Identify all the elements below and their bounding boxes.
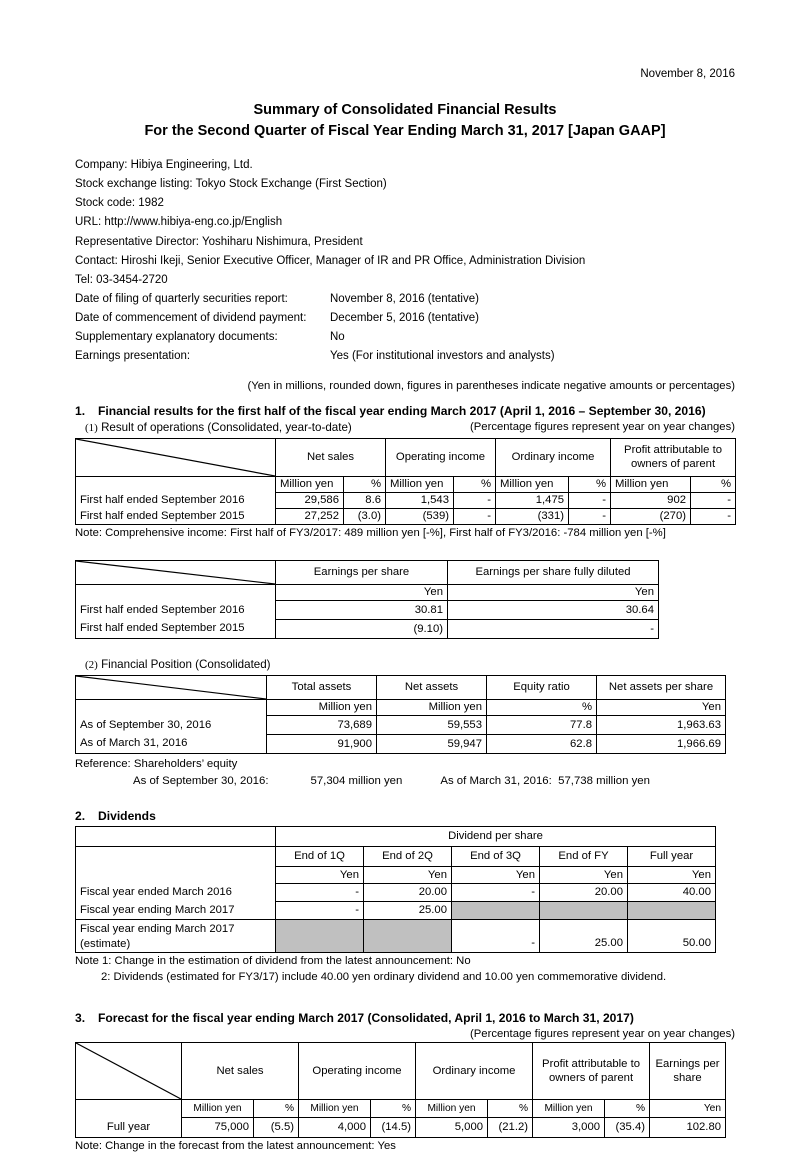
financial-position-table xyxy=(75,675,726,754)
unit-net-sales-pct: % xyxy=(344,477,386,493)
cell-ordinary-pct-2015: - xyxy=(569,509,611,525)
table-row xyxy=(76,509,736,525)
cell-div-3q-fy2016: - xyxy=(452,884,540,902)
reference-mar-label: As of March 31, 2016: xyxy=(440,775,552,788)
filing-date-value: November 8, 2016 (tentative) xyxy=(330,292,479,305)
col-header-equity-ratio: Equity ratio xyxy=(487,676,597,700)
cell-total-assets-mar2016: 91,900 xyxy=(267,735,377,754)
cell-eps-2016: 30.81 xyxy=(276,601,448,620)
cell-div-full-fy2016: 40.00 xyxy=(628,884,716,902)
col-header-total-assets: Total assets xyxy=(267,676,377,700)
table-row xyxy=(76,920,716,953)
telephone-line: Tel: 03-3454-2720 xyxy=(75,273,168,286)
document-content xyxy=(75,68,735,1154)
cell-forecast-profit: 3,000 xyxy=(533,1118,605,1138)
section-2-heading xyxy=(75,809,735,823)
cell-profit-pct-2015: - xyxy=(691,509,736,525)
col-header-eps: Earnings per share xyxy=(276,561,448,585)
cell-profit-2016: 902 xyxy=(611,493,691,509)
table-header-row xyxy=(76,1043,726,1100)
cell-div-1q-fy2016: - xyxy=(276,884,364,902)
unit-net-assets-per-share: Yen xyxy=(597,700,726,716)
unit-ordinary-amount: Million yen xyxy=(416,1100,488,1118)
earnings-per-share-table xyxy=(75,560,659,639)
section-1-1-number: (1) xyxy=(85,422,98,435)
supplementary-documents-row xyxy=(75,328,735,347)
diagonal-corner-cell xyxy=(76,439,276,477)
unit-row-blank xyxy=(76,1100,182,1118)
reference-sep-label: As of September 30, 2016: xyxy=(133,775,269,788)
row-label-full-year: Full year xyxy=(76,1118,182,1138)
cell-ordinary-2015: (331) xyxy=(496,509,569,525)
dividends-table xyxy=(75,826,716,953)
cell-div-fy-estimate: 25.00 xyxy=(540,920,628,953)
unit-row-blank xyxy=(76,477,276,493)
table-header-row xyxy=(76,847,716,867)
row-label-eps-2016: First half ended September 2016 xyxy=(76,601,276,620)
col-header-eps: Earnings per share xyxy=(650,1043,726,1100)
diagonal-line-icon xyxy=(76,1043,181,1099)
dividend-payment-date-row xyxy=(75,309,735,328)
col-header-net-sales: Net sales xyxy=(182,1043,299,1100)
diagonal-line-icon xyxy=(76,439,275,476)
stock-exchange-listing-line: Stock exchange listing: Tokyo Stock Exchange (First Section) xyxy=(75,178,387,191)
cell-equity-ratio-mar2016: 62.8 xyxy=(487,735,597,754)
col-header-end-fy: End of FY xyxy=(540,847,628,867)
unit-row-blank xyxy=(76,867,276,884)
section-3-title: Forecast for the fiscal year ending March 2017 (Consolidated, April 1, 2016 to March 31, 2017) xyxy=(98,1011,634,1026)
cell-operating-pct-2016: - xyxy=(454,493,496,509)
cell-nav-per-share-sep2016: 1,963.63 xyxy=(597,716,726,735)
units-note: (Yen in millions, rounded down, figures in parentheses indicate negative amounts or percentages) xyxy=(247,380,735,393)
cell-div-fy-fy2017-shaded xyxy=(540,902,628,920)
cell-div-fy-fy2016: 20.00 xyxy=(540,884,628,902)
diagonal-corner-cell xyxy=(76,676,267,700)
diagonal-corner-cell xyxy=(76,1043,182,1100)
section-1-number: 1. xyxy=(75,404,86,419)
cell-forecast-eps: 102.80 xyxy=(650,1118,726,1138)
cell-ordinary-pct-2016: - xyxy=(569,493,611,509)
cell-forecast-ordinary: 5,000 xyxy=(416,1118,488,1138)
cell-forecast-operating-pct: (14.5) xyxy=(371,1118,416,1138)
url-line: URL: http://www.hibiya-eng.co.jp/English xyxy=(75,216,283,229)
row-label-fy2017-estimate-line2: (estimate) xyxy=(80,937,131,950)
cell-operating-pct-2015: - xyxy=(454,509,496,525)
unit-end-1q: Yen xyxy=(276,867,364,884)
section-2-number: 2. xyxy=(75,809,86,824)
cell-nav-per-share-mar2016: 1,966.69 xyxy=(597,735,726,754)
col-header-net-assets: Net assets xyxy=(377,676,487,700)
unit-row-blank xyxy=(76,585,276,601)
comprehensive-income-note: Note: Comprehensive income: First half of FY3/2017: 489 million yen [-%], First half of FY3/2016: -784 million yen [-%] xyxy=(75,527,666,540)
cell-eps-diluted-2016: 30.64 xyxy=(448,601,659,620)
dividends-note-2: 2: Dividends (estimated for FY3/17) include 40.00 yen ordinary dividend and 10.00 yen commemorative dividend. xyxy=(101,971,667,984)
cell-div-3q-estimate: - xyxy=(452,920,540,953)
cell-operating-2016: 1,543 xyxy=(386,493,454,509)
col-header-ordinary-income: Ordinary income xyxy=(496,439,611,477)
shareholders-equity-reference xyxy=(75,756,735,790)
table-unit-row xyxy=(76,585,659,601)
table-row xyxy=(76,716,726,735)
table-row xyxy=(76,884,716,902)
cell-div-1q-estimate-shaded xyxy=(276,920,364,953)
stock-code-line: Stock code: 1982 xyxy=(75,197,164,210)
diagonal-line-icon xyxy=(76,676,266,699)
col-header-profit-attributable: Profit attributable to owners of parent xyxy=(533,1043,650,1100)
col-header-end-2q: End of 2Q xyxy=(364,847,452,867)
cell-div-2q-fy2017: 25.00 xyxy=(364,902,452,920)
cell-div-3q-fy2017-shaded xyxy=(452,902,540,920)
group-header-dividend-per-share: Dividend per share xyxy=(276,827,716,847)
cell-eps-2015: (9.10) xyxy=(276,620,448,639)
cell-profit-pct-2016: - xyxy=(691,493,736,509)
unit-operating-pct: % xyxy=(454,477,496,493)
unit-profit-amount: Million yen xyxy=(533,1100,605,1118)
section-1-2-number: (2) xyxy=(85,659,98,672)
row-label-fy2017: Fiscal year ending March 2017 xyxy=(76,902,276,920)
diagonal-line-icon xyxy=(76,561,275,584)
unit-equity-ratio: % xyxy=(487,700,597,716)
row-label-fy2016: Fiscal year ended March 2016 xyxy=(76,884,276,902)
unit-ordinary-pct: % xyxy=(569,477,611,493)
table-group-header-row xyxy=(76,827,716,847)
reference-values-row xyxy=(75,773,735,790)
unit-ordinary-pct: % xyxy=(488,1100,533,1118)
table-row xyxy=(76,620,659,639)
col-header-operating-income: Operating income xyxy=(299,1043,416,1100)
page-title xyxy=(75,100,735,141)
col-header-full-year: Full year xyxy=(628,847,716,867)
unit-end-fy: Yen xyxy=(540,867,628,884)
unit-profit-pct: % xyxy=(691,477,736,493)
section-1-title: Financial results for the first half of the fiscal year ending March 2017 (April 1, 2016 – September 30, 2016) xyxy=(98,404,706,419)
table-row xyxy=(76,735,726,754)
section-1-1-heading xyxy=(85,421,735,436)
unit-profit-amount: Million yen xyxy=(611,477,691,493)
cell-forecast-ordinary-pct: (21.2) xyxy=(488,1118,533,1138)
table-unit-row xyxy=(76,700,726,716)
contact-line: Contact: Hiroshi Ikeji, Senior Executive Officer, Manager of IR and PR Office, Administration Division xyxy=(75,254,586,267)
title-line-1: Summary of Consolidated Financial Results xyxy=(253,102,557,118)
cell-net-sales-2015: 27,252 xyxy=(276,509,344,525)
dividend-payment-date-value: December 5, 2016 (tentative) xyxy=(330,311,479,324)
cell-forecast-operating: 4,000 xyxy=(299,1118,371,1138)
table-row xyxy=(76,493,736,509)
unit-full-year: Yen xyxy=(628,867,716,884)
unit-operating-pct: % xyxy=(371,1100,416,1118)
row-label-h1-2016: First half ended September 2016 xyxy=(76,493,276,509)
col-header-profit-attributable: Profit attributable to owners of parent xyxy=(611,439,736,477)
dividends-corner-cell xyxy=(76,827,276,847)
cell-net-sales-pct-2015: (3.0) xyxy=(344,509,386,525)
table-row xyxy=(76,1118,726,1138)
section-3-number: 3. xyxy=(75,1011,86,1026)
table-header-row xyxy=(76,676,726,700)
cell-eps-diluted-2015: - xyxy=(448,620,659,639)
row-label-sep-2016: As of September 30, 2016 xyxy=(76,716,267,735)
row-label-eps-2015: First half ended September 2015 xyxy=(76,620,276,639)
table-unit-row xyxy=(76,867,716,884)
dividends-corner-cell-2 xyxy=(76,847,276,867)
unit-net-sales-amount: Million yen xyxy=(182,1100,254,1118)
unit-eps: Yen xyxy=(276,585,448,601)
row-label-fy2017-estimate-line1: Fiscal year ending March 2017 xyxy=(80,922,235,935)
unit-profit-pct: % xyxy=(605,1100,650,1118)
cell-profit-2015: (270) xyxy=(611,509,691,525)
table-unit-row xyxy=(76,1100,726,1118)
earnings-presentation-label: Earnings presentation: xyxy=(75,350,191,363)
cell-ordinary-2016: 1,475 xyxy=(496,493,569,509)
cell-net-assets-sep2016: 59,553 xyxy=(377,716,487,735)
section-3-heading xyxy=(75,1011,735,1025)
section-1-1-right-note: (Percentage figures represent year on year changes) xyxy=(470,421,735,434)
reference-mar-value: 57,738 million yen xyxy=(558,775,650,788)
cell-forecast-net-sales-pct: (5.5) xyxy=(254,1118,299,1138)
filing-date-row xyxy=(75,290,735,309)
forecast-note: Note: Change in the forecast from the latest announcement: Yes xyxy=(75,1140,396,1153)
col-header-net-sales: Net sales xyxy=(276,439,386,477)
row-label-mar-2016: As of March 31, 2016 xyxy=(76,735,267,754)
col-header-operating-income: Operating income xyxy=(386,439,496,477)
unit-end-2q: Yen xyxy=(364,867,452,884)
cell-net-sales-pct-2016: 8.6 xyxy=(344,493,386,509)
representative-director-line: Representative Director: Yoshiharu Nishimura, President xyxy=(75,235,363,248)
cell-div-2q-estimate-shaded xyxy=(364,920,452,953)
dividends-note-1: Note 1: Change in the estimation of dividend from the latest announcement: No xyxy=(75,955,471,968)
supplementary-documents-value: No xyxy=(330,331,345,343)
table-row xyxy=(76,601,659,620)
unit-net-sales-amount: Million yen xyxy=(276,477,344,493)
table-unit-row xyxy=(76,477,736,493)
unit-net-assets: Million yen xyxy=(377,700,487,716)
row-label-fy2017-estimate xyxy=(76,920,276,953)
unit-end-3q: Yen xyxy=(452,867,540,884)
earnings-presentation-value: Yes (For institutional investors and analysts) xyxy=(330,350,555,363)
forecast-table xyxy=(75,1042,726,1138)
table-header-row xyxy=(76,561,659,585)
col-header-net-assets-per-share: Net assets per share xyxy=(597,676,726,700)
section-1-2-heading xyxy=(85,658,735,673)
document-date: November 8, 2016 xyxy=(640,68,735,80)
section-1-heading xyxy=(75,404,735,418)
dividend-payment-date-label: Date of commencement of dividend payment: xyxy=(75,311,307,324)
col-header-eps-diluted: Earnings per share fully diluted xyxy=(448,561,659,585)
cell-operating-2015: (539) xyxy=(386,509,454,525)
result-of-operations-table xyxy=(75,438,736,525)
cell-forecast-net-sales: 75,000 xyxy=(182,1118,254,1138)
cell-total-assets-sep2016: 73,689 xyxy=(267,716,377,735)
unit-total-assets: Million yen xyxy=(267,700,377,716)
section-3-right-note: (Percentage figures represent year on year changes) xyxy=(470,1028,735,1041)
unit-eps-diluted: Yen xyxy=(448,585,659,601)
table-row xyxy=(76,902,716,920)
unit-ordinary-amount: Million yen xyxy=(496,477,569,493)
reference-sep-value: 57,304 million yen xyxy=(310,775,403,788)
diagonal-corner-cell xyxy=(76,561,276,585)
unit-row-blank xyxy=(76,700,267,716)
cell-net-sales-2016: 29,586 xyxy=(276,493,344,509)
cell-net-assets-mar2016: 59,947 xyxy=(377,735,487,754)
section-2-title: Dividends xyxy=(98,809,156,824)
cell-div-full-fy2017-shaded xyxy=(628,902,716,920)
reference-title: Reference: Shareholders’ equity xyxy=(75,758,238,771)
unit-operating-amount: Million yen xyxy=(386,477,454,493)
cell-div-1q-fy2017: - xyxy=(276,902,364,920)
title-line-2: For the Second Quarter of Fiscal Year Ending March 31, 2017 [Japan GAAP] xyxy=(144,122,666,139)
company-info-block xyxy=(75,156,735,366)
cell-div-full-estimate: 50.00 xyxy=(628,920,716,953)
section-1-2-title: Financial Position (Consolidated) xyxy=(101,658,271,672)
cell-div-2q-fy2016: 20.00 xyxy=(364,884,452,902)
unit-operating-amount: Million yen xyxy=(299,1100,371,1118)
col-header-end-3q: End of 3Q xyxy=(452,847,540,867)
unit-eps: Yen xyxy=(650,1100,726,1118)
earnings-presentation-row xyxy=(75,347,735,366)
company-name-line: Company: Hibiya Engineering, Ltd. xyxy=(75,159,253,172)
cell-equity-ratio-sep2016: 77.8 xyxy=(487,716,597,735)
filing-date-label: Date of filing of quarterly securities report: xyxy=(75,292,288,305)
col-header-ordinary-income: Ordinary income xyxy=(416,1043,533,1100)
section-1-1-title: Result of operations (Consolidated, year-to-date) xyxy=(101,421,352,435)
unit-net-sales-pct: % xyxy=(254,1100,299,1118)
table-header-row xyxy=(76,439,736,477)
supplementary-documents-label: Supplementary explanatory documents: xyxy=(75,331,278,343)
col-header-end-1q: End of 1Q xyxy=(276,847,364,867)
row-label-h1-2015: First half ended September 2015 xyxy=(76,509,276,525)
cell-forecast-profit-pct: (35.4) xyxy=(605,1118,650,1138)
